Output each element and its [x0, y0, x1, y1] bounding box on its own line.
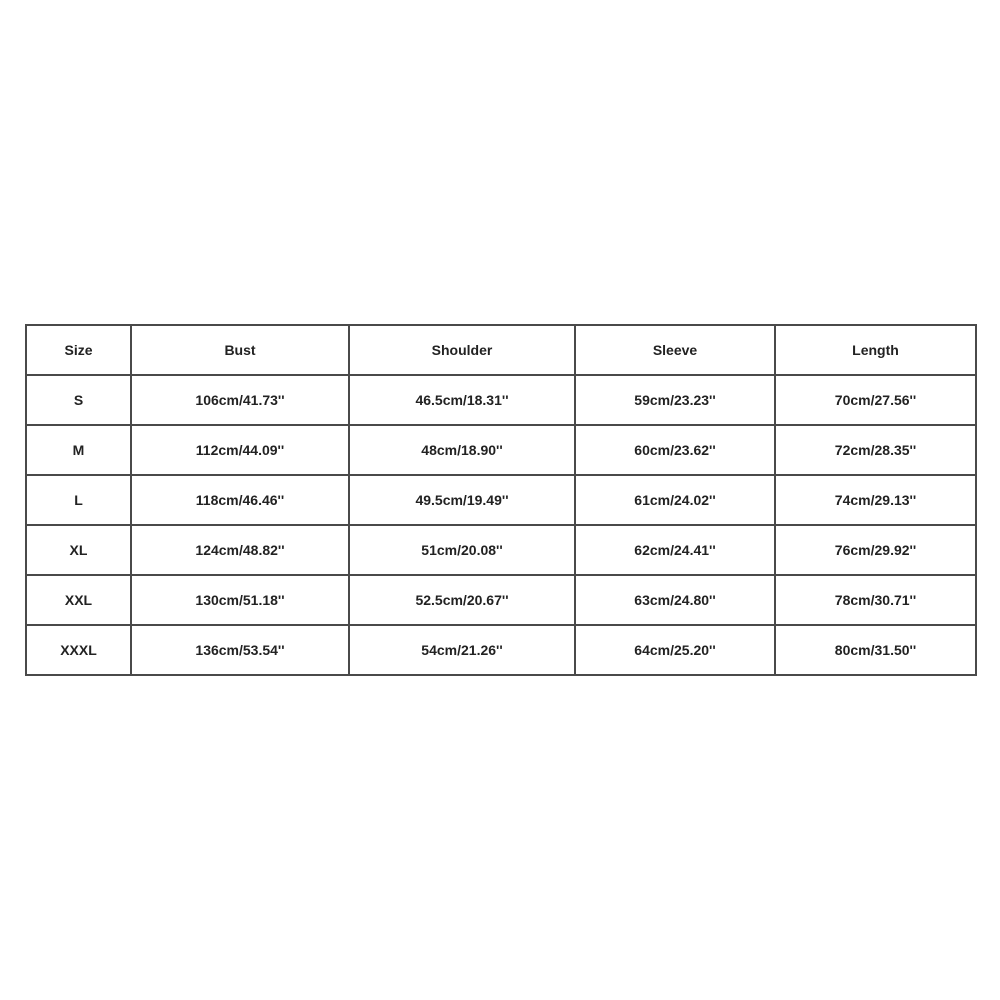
size-chart-table: [25, 324, 977, 676]
cell-length: 70cm/27.56'': [775, 375, 976, 425]
cell-sleeve: 62cm/24.41'': [575, 525, 775, 575]
cell-size: XXL: [26, 575, 131, 625]
header-length: Length: [775, 325, 976, 375]
table-row: [26, 575, 976, 625]
cell-shoulder: 52.5cm/20.67'': [349, 575, 575, 625]
cell-size: S: [26, 375, 131, 425]
cell-shoulder: 51cm/20.08'': [349, 525, 575, 575]
cell-sleeve: 64cm/25.20'': [575, 625, 775, 675]
cell-size: XXXL: [26, 625, 131, 675]
table-row: [26, 475, 976, 525]
cell-bust: 106cm/41.73'': [131, 375, 349, 425]
cell-bust: 130cm/51.18'': [131, 575, 349, 625]
cell-sleeve: 60cm/23.62'': [575, 425, 775, 475]
cell-size: M: [26, 425, 131, 475]
header-shoulder: Shoulder: [349, 325, 575, 375]
table-row: [26, 525, 976, 575]
cell-length: 72cm/28.35'': [775, 425, 976, 475]
cell-size: XL: [26, 525, 131, 575]
cell-sleeve: 59cm/23.23'': [575, 375, 775, 425]
cell-length: 80cm/31.50'': [775, 625, 976, 675]
cell-bust: 124cm/48.82'': [131, 525, 349, 575]
header-bust: Bust: [131, 325, 349, 375]
cell-size: L: [26, 475, 131, 525]
cell-shoulder: 49.5cm/19.49'': [349, 475, 575, 525]
table-row: [26, 425, 976, 475]
table-row: [26, 375, 976, 425]
cell-length: 76cm/29.92'': [775, 525, 976, 575]
table-header-row: [26, 325, 976, 375]
cell-bust: 112cm/44.09'': [131, 425, 349, 475]
cell-sleeve: 61cm/24.02'': [575, 475, 775, 525]
table-row: [26, 625, 976, 675]
cell-sleeve: 63cm/24.80'': [575, 575, 775, 625]
cell-shoulder: 54cm/21.26'': [349, 625, 575, 675]
cell-bust: 118cm/46.46'': [131, 475, 349, 525]
cell-length: 74cm/29.13'': [775, 475, 976, 525]
cell-shoulder: 46.5cm/18.31'': [349, 375, 575, 425]
header-sleeve: Sleeve: [575, 325, 775, 375]
header-size: Size: [26, 325, 131, 375]
cell-length: 78cm/30.71'': [775, 575, 976, 625]
cell-bust: 136cm/53.54'': [131, 625, 349, 675]
cell-shoulder: 48cm/18.90'': [349, 425, 575, 475]
